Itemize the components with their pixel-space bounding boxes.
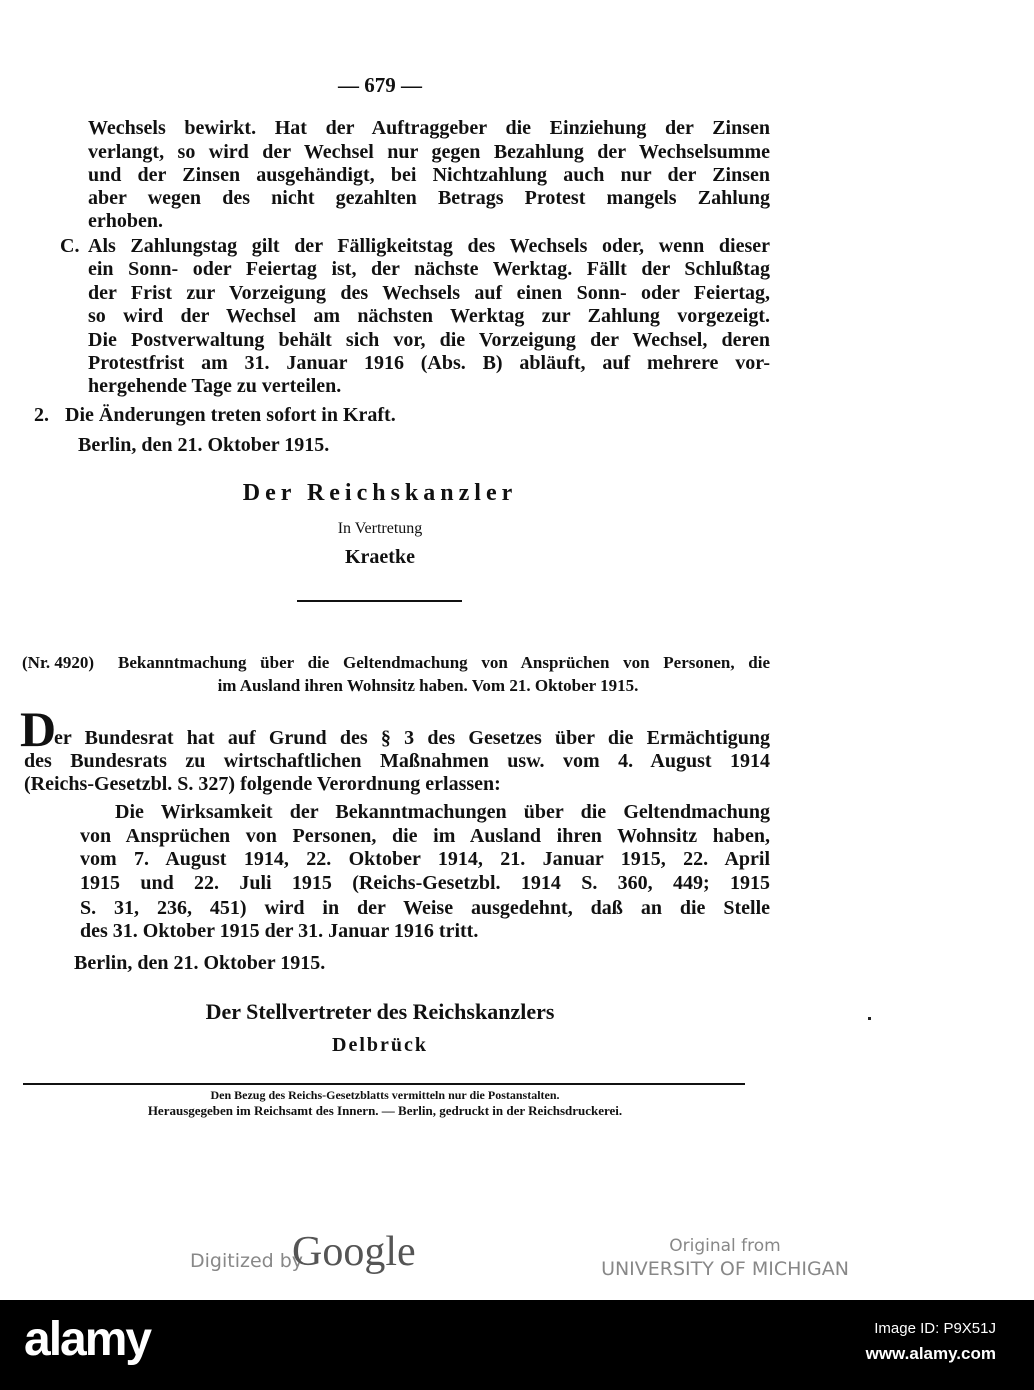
- text-line: und der Zinsen ausgehändigt, bei Nichtzahlung auch nur der Zinsen: [88, 164, 770, 186]
- footer-line: Den Bezug des Reichs-Gesetzblatts vermitteln nur die Postanstalten.: [210, 1088, 560, 1102]
- text-line: hergehende Tage zu verteilen.: [88, 375, 342, 397]
- text-line: verlangt, so wird der Wechsel nur gegen Bezahlung der Wechselsumme: [88, 141, 770, 163]
- item-label: 2.: [34, 404, 49, 426]
- signature-subtitle: In Vertretung: [337, 520, 423, 537]
- text-line: 1915 und 22. Juli 1915 (Reichs-Gesetzbl. 1914 S. 360, 449; 1915: [80, 872, 770, 894]
- watermark-bar: [0, 1300, 1034, 1390]
- date-line: Berlin, den 21. Oktober 1915.: [78, 434, 330, 456]
- signature-name: Delbrück: [332, 1034, 428, 1056]
- notice-number: (Nr. 4920): [22, 653, 95, 672]
- alamy-url: www.alamy.com: [865, 1344, 996, 1363]
- footer-line: Herausgegeben im Reichsamt des Innern. — Berlin, gedruckt in der Reichsdruckerei.: [147, 1103, 623, 1118]
- text-line: Protestfrist am 31. Januar 1916 (Abs. B) abläuft, auf mehrere vor-: [88, 352, 770, 374]
- alamy-logo: alamy: [24, 1313, 151, 1366]
- text-line: so wird der Wechsel am nächsten Werktag zur Zahlung vorgezeigt.: [88, 305, 770, 327]
- university-label: UNIVERSITY OF MICHIGAN: [601, 1258, 849, 1280]
- text-line: Als Zahlungstag gilt der Fälligkeitstag des Wechsels oder, wenn dieser: [88, 235, 770, 257]
- digitized-by-label: Digitized by: [190, 1250, 304, 1272]
- text-line: des 31. Oktober 1915 der 31. Januar 1916 tritt.: [80, 920, 479, 942]
- signature-title: Der Stellvertreter des Reichskanzlers: [205, 999, 555, 1024]
- text-line: erhoben.: [88, 210, 163, 232]
- date-line: Berlin, den 21. Oktober 1915.: [74, 952, 326, 974]
- text-line: aber wegen des nicht gezahlten Betrags Protest mangels Zahlung: [88, 187, 770, 209]
- text-line: Wechsels bewirkt. Hat der Auftraggeber die Einziehung der Zinsen: [88, 117, 770, 139]
- text-line: S. 31, 236, 451) wird in der Weise ausgedehnt, daß an die Stelle: [80, 897, 770, 919]
- item-text: Die Änderungen treten sofort in Kraft.: [65, 404, 396, 426]
- page-number: — 679 —: [338, 73, 422, 97]
- image-id: Image ID: P9X51J: [874, 1320, 996, 1337]
- footer-rule: [23, 1083, 745, 1085]
- signature-name: Kraetke: [345, 546, 415, 568]
- text-line: ein Sonn- oder Feiertag ist, der nächste Werktag. Fällt der Schlußtag: [88, 258, 770, 280]
- text-line: er Bundesrat hat auf Grund des § 3 des Gesetzes über die Ermächtigung: [54, 727, 770, 749]
- text-line: vom 7. August 1914, 22. Oktober 1914, 21. Januar 1915, 22. April: [80, 848, 770, 870]
- text-line: Die Postverwaltung behält sich vor, die Vorzeigung der Wechsel, deren: [88, 329, 770, 351]
- notice-title: im Ausland ihren Wohnsitz haben. Vom 21. Oktober 1915.: [217, 676, 639, 695]
- text-line: des Bundesrats zu wirtschaftlichen Maßnahmen usw. vom 4. August 1914: [24, 750, 770, 772]
- signature-title: Der Reichskanzler: [242, 480, 518, 506]
- section-label: C.: [60, 235, 80, 257]
- original-from-label: Original from: [669, 1236, 781, 1256]
- text-line: der Frist zur Vorzeigung des Wechsels auf einen Sonn- oder Feiertag,: [88, 282, 770, 304]
- notice-title: Bekanntmachung über die Geltendmachung von Ansprüchen von Personen, die: [118, 653, 770, 672]
- text-line: von Ansprüchen von Personen, die im Ausland ihren Wohnsitz haben,: [80, 825, 770, 847]
- drop-cap: D: [20, 701, 57, 757]
- text-line: Die Wirksamkeit der Bekanntmachungen über die Geltendmachung: [115, 801, 770, 823]
- speck: [868, 1017, 871, 1020]
- section-divider: [297, 600, 462, 602]
- text-line: (Reichs-Gesetzbl. S. 327) folgende Verordnung erlassen:: [24, 773, 501, 795]
- google-logo: Google: [292, 1229, 416, 1275]
